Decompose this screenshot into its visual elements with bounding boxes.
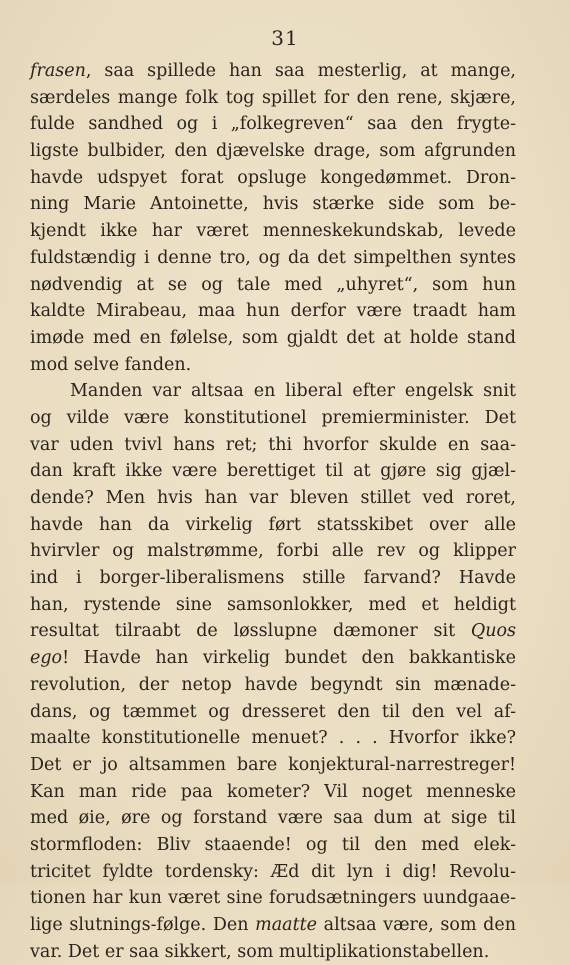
text-line: havde han da virkelig ført statsskibet over alle — [30, 514, 516, 535]
text-line: ind i borger-liberalismens stille farvand? Havde — [30, 568, 516, 589]
text-line: han, rystende sine samsonlokker, med et heldigt — [30, 594, 516, 615]
text-line: kjendt ikke har været menneskekundskab, levede — [30, 221, 516, 242]
text-line: Manden var altsaa en liberal efter engelsk snit — [70, 381, 516, 402]
text-line: stormfloden: Bliv staaende! og til den med elek- — [30, 834, 516, 855]
text-line: ning Marie Antoinette, hvis stærke side som be- — [30, 194, 516, 215]
text-line: imøde med en følelse, som gjaldt det at holde stand — [30, 327, 516, 348]
text-line: tricitet fyldte tordensky: Æd dit lyn i dig! Revolu- — [30, 861, 516, 882]
text-line: med øie, øre og forstand være saa dum at sige til — [30, 808, 516, 829]
text-line: og vilde være konstitutionel premierminister. Det — [30, 407, 516, 428]
text-line: fulde sandhed og i „folkegreven“ saa den frygte- — [30, 114, 516, 135]
text-line: dan kraft ikke være berettiget til at gjøre sig gjæl- — [30, 461, 516, 482]
body-text — [30, 58, 516, 965]
text-line: lige slutnings-følge. Den maatte altsaa være, som den — [30, 915, 516, 935]
text-line: resultat tilraabt de løsslupne dæmoner sit Quos — [30, 621, 516, 642]
text-line: Det er jo altsammen bare konjektural-narrestreger! — [30, 754, 516, 775]
text-line: revolution, der netop havde begyndt sin mænade- — [30, 674, 516, 695]
text-line: var uden tvivl hans ret; thi hvorfor skulde en saa- — [30, 434, 516, 455]
text-line: frasen, saa spillede han saa mesterlig, at mange, — [30, 61, 516, 81]
text-line: kaldte Mirabeau, maa hun derfor være traadt ham — [30, 301, 516, 322]
text-line: hvirvler og malstrømme, forbi alle rev og klipper — [30, 541, 516, 562]
text-line: tionen har kun været sine forudsætningers uundgaae- — [30, 888, 516, 909]
text-line: fuldstændig i denne tro, og da det simpelthen syntes — [30, 247, 516, 268]
text-line: maalte konstitutionelle menuet? . . . Hvorfor ikke? — [30, 728, 516, 749]
text-line: dende? Men hvis han var bleven stillet ved roret, — [30, 488, 516, 508]
text-line: mod selve fanden. — [30, 354, 192, 375]
text-line: nødvendig at se og tale med „uhyret“, som hun — [30, 274, 516, 295]
text-line: særdeles mange folk tog spillet for den rene, skjære, — [30, 87, 516, 108]
text-line: ego! Havde han virkelig bundet den bakkantiske — [30, 648, 516, 669]
page-number: 31 — [271, 26, 299, 50]
text-line: var. Det er saa sikkert, som multiplikationstabellen. — [30, 941, 490, 962]
text-line: havde udspyet forat opsluge kongedømmet. Dron- — [30, 167, 516, 188]
text-line: ligste bulbider, den djævelske drage, som afgrunden — [30, 141, 516, 162]
text-line: dans, og tæmmet og dresseret den til den vel af- — [30, 701, 516, 722]
text-line: Kan man ride paa kometer? Vil noget menneske — [30, 781, 516, 802]
